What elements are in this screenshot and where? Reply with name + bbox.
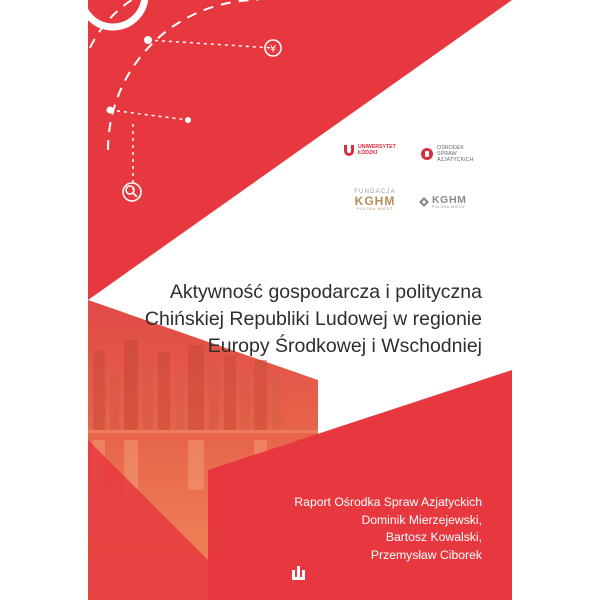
osrodek-logo-line2: SPRAW xyxy=(437,151,457,158)
kghm-logo-line1: KGHM xyxy=(432,194,467,206)
kghm-diamond-icon xyxy=(419,197,429,207)
title-line-2: Chińskiej Republiki Ludowej w regionie xyxy=(144,308,482,330)
osrodek-circle-icon xyxy=(421,148,433,160)
osrodek-logo xyxy=(421,145,473,164)
fundacja-kghm-logo xyxy=(347,189,403,211)
university-logo xyxy=(344,144,396,156)
university-u-icon xyxy=(344,145,354,156)
university-logo-line1: UNIWERSYTET xyxy=(358,144,396,150)
kghm-logo xyxy=(419,195,466,209)
author-1: Dominik Mierzejewski, xyxy=(361,512,482,527)
kghm-logo-line2: POLSKA MIEDŹ xyxy=(432,205,466,209)
book-title xyxy=(102,279,482,360)
book-cover xyxy=(88,0,512,600)
university-logo-line2: ŁÓDZKI xyxy=(358,150,378,156)
report-series: Raport Ośrodka Spraw Azjatyckich xyxy=(294,495,482,509)
publisher-logo-icon xyxy=(292,566,308,580)
osrodek-logo-line3: AZJATYCKICH xyxy=(437,157,474,164)
title-line-1: Aktywność gospodarcza i polityczna xyxy=(169,281,482,303)
author-2: Bartosz Kowalski, xyxy=(385,530,482,544)
title-line-3: Europy Środkowej i Wschodniej xyxy=(207,335,482,357)
fundacja-logo-line2: KGHM xyxy=(354,194,396,208)
fundacja-logo-line1: FUNDACJA xyxy=(354,189,396,195)
svg-text:¥: ¥ xyxy=(269,44,277,55)
credits-block xyxy=(222,494,482,564)
author-3: Przemysław Ciborek xyxy=(370,547,482,562)
fundacja-logo-line3: POLSKA MIEDŹ xyxy=(357,207,393,211)
osrodek-logo-line1: OŚRODEK xyxy=(437,145,464,151)
